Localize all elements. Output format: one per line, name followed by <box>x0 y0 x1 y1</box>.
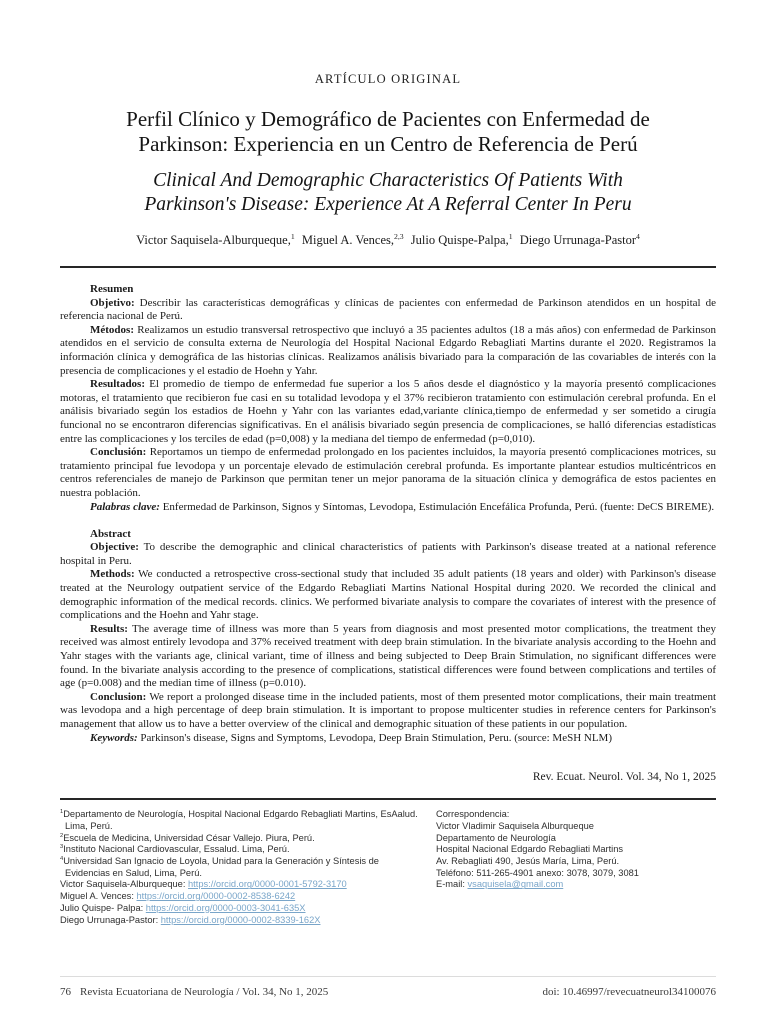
author-name: Victor Saquisela-Alburqueque, <box>136 233 291 247</box>
footer-left <box>60 986 328 998</box>
footer-page-number: 76 <box>60 986 71 998</box>
author-name: Diego Urrunaga-Pastor <box>519 233 637 247</box>
section-text: El promedio de tiempo de enfermedad fue superior a los 5 años desde el diagnóstico y la mayoría presentó complicaciones motoras, el tratamiento que recibieron fue casi en su totalidad levodopa y el 37% recibieron tratamiento con estimulación cerebral profunda. En el análisis bivariado según los estadios de Hoehn y Yahr con las variantes edad,variante clínica,tiempo de enfermedad y ser sometido a cirugía funcional no se encontraron diferencias significativas. En el análisis bivariado según presencia de complicaciones, se halló diferencias estadísticas entre las complicaciones y los terciles de edad (p=0,008) y la mediana del tiempo de enfermedad (p=0,010). <box>60 378 716 445</box>
affiliation-item <box>60 856 418 879</box>
journal-citation: Rev. Ecuat. Neurol. Vol. 34, No 1, 2025 <box>532 771 716 784</box>
footer-doi: doi: 10.46997/revecuatneurol34100076 <box>542 986 716 998</box>
author-4 <box>520 233 640 247</box>
affiliation-text: Universidad San Ignacio de Loyola, Unidad para la Generación y Síntesis de Evidencias en Salud, Lima, Perú. <box>63 856 379 878</box>
section-label: Objective: <box>90 541 139 554</box>
author-affiliation-superscript: 2,3 <box>393 231 404 241</box>
author-3 <box>411 233 513 247</box>
affiliation-text: Escuela de Medicina, Universidad César Vallejo. Piura, Perú. <box>63 832 315 843</box>
resumen-metodos-paragraph <box>60 324 716 378</box>
section-label: Resultados: <box>90 378 146 391</box>
affiliation-text: Instituto Nacional Cardiovascular, Essalud. Lima, Perú. <box>63 844 290 855</box>
keywords-text: Enfermedad de Parkinson, Signos y Síntomas, Levodopa, Estimulación Encefálica Profunda, Perú. (fuente: DeCS BIREME). <box>159 500 715 513</box>
resumen-conclusion-paragraph <box>60 446 716 500</box>
resumen-objetivo-paragraph <box>60 297 716 324</box>
footnotes-block <box>60 809 716 926</box>
affiliation-item <box>60 844 418 856</box>
keywords-text: Parkinson's disease, Signs and Symptoms, Levodopa, Deep Brain Stimulation, Peru. (source: MeSH NLM) <box>137 731 612 744</box>
author-affiliation-superscript: 1 <box>290 231 295 241</box>
author-name: Miguel A. Vences, <box>301 233 394 247</box>
resumen-section <box>60 283 716 514</box>
orcid-item <box>60 891 418 903</box>
affiliation-text: Departamento de Neurología, Hospital Nacional Edgardo Rebagliati Martins, EsAalud. Lima, Perú. <box>63 809 418 831</box>
author-affiliation-superscript: 1 <box>508 231 513 241</box>
orcid-author-name: Victor Saquisela-Alburqueque: <box>60 879 189 890</box>
orcid-item <box>60 903 418 915</box>
title-spanish: Perfil Clínico y Demográfico de Pacientes con Enfermedad de Parkinson: Experiencia en un Centro de Referencia de Perú <box>126 107 650 156</box>
affiliation-number: 1 <box>60 809 64 816</box>
section-text: Realizamos un estudio transversal retrospectivo que incluyó a 35 pacientes adultos (18 a más años) con enfermedad de Parkinson atendidos en el servicio de consulta externa de Neurología del Hospital Nacional Edgardo Rebagliati Martins durante el 2020. Registramos la información clínica y demográfica de las historias clínicas. Realizamos análisis bivariado para la comparación de las covariables de interés con la presencia de complicaciones y el estadio de Hoehn y Yahr. <box>60 323 716 377</box>
section-label: Methods: <box>90 568 135 581</box>
correspondence-line: Departamento de Neurología <box>436 832 556 843</box>
email-label: E-mail: <box>436 879 468 890</box>
orcid-author-name: Julio Quispe- Palpa: <box>60 902 146 913</box>
section-text: Reportamos un tiempo de enfermedad prolongado en los pacientes incluidos, la mayoría presentó complicaciones motrices, su tratamiento principal fue levodopa y un porcentaje elevado de estimulación cerebral profunda. Es importante plantear estudios multicéntricos en centros referenciales de manejo de Parkinson que permitan tener un mejor panorama de la situación clínica y demográfica de estos pacientes en nuestra población. <box>60 446 716 499</box>
page-footer <box>60 976 716 998</box>
resumen-resultados-paragraph <box>60 378 716 446</box>
abstract-methods-paragraph <box>60 568 716 622</box>
correspondence-line: Av. Rebagliati 490, Jesús María, Lima, Perú. <box>436 856 620 866</box>
affiliation-item <box>60 833 418 845</box>
keywords-label: Palabras clave: <box>90 500 160 513</box>
section-text: We report a prolonged disease time in the included patients, most of them presented motor complications, their main treatment was levodopa and a high percentage of deep brain stimulation. It is important to propose multicenter studies in reference centers for Parkinson's management that allow us to have a better overview of the clinical and demographic situation of these patients in our population. <box>60 690 716 730</box>
correspondence-line: Hospital Nacional Edgardo Rebagliati Martins <box>436 844 624 855</box>
section-text: Describir las características demográficas y clínicas de pacientes con enfermedad de Parkinson atendidos en un hospital de referencia nacional de Perú. <box>60 296 716 323</box>
orcid-link[interactable]: https://orcid.org/0000-0002-8538-6242 <box>136 891 296 902</box>
orcid-author-name: Miguel A. Vences: <box>60 891 137 902</box>
header-divider <box>60 266 716 268</box>
correspondence-line: Victor Vladimir Saquisela Alburqueque <box>436 820 594 831</box>
section-label: Results: <box>90 622 128 635</box>
correspondence-column <box>436 809 716 926</box>
affiliation-number: 2 <box>60 832 64 839</box>
section-text: To describe the demographic and clinical characteristics of patients with Parkinson's disease treated at a national reference hospital in Peru. <box>60 541 716 567</box>
email-link[interactable]: vsaquisela@gmail.com <box>467 879 564 890</box>
section-label: Métodos: <box>90 323 134 336</box>
correspondence-email-line <box>436 879 716 891</box>
author-1 <box>136 233 295 247</box>
title-english: Clinical And Demographic Characteristics Of Patients With Parkinson's Disease: Experience At A Referral Center In Peru <box>144 170 632 215</box>
authors-line <box>60 233 716 248</box>
author-name: Julio Quispe-Palpa, <box>410 233 509 247</box>
orcid-link[interactable]: https://orcid.org/0000-0001-5792-3170 <box>188 879 347 890</box>
author-affiliation-superscript: 4 <box>636 231 640 241</box>
section-text: We conducted a retrospective cross-sectional study that included 35 adult patients (18 years and older) with Parkinson's disease treated at the Neurology outpatient service of the Edgardo Rebagliati Martins National Hospital during 2020. We recorded the clinical and demographic information of the medical records. clinics. We performed bivariate analysis to compare the covariates of interest with the presence of complications and the Hoehn and Yahr stage. <box>60 568 716 622</box>
affiliation-number: 4 <box>60 855 64 862</box>
abstract-objective-paragraph <box>60 541 716 568</box>
abstract-section <box>60 528 716 746</box>
resumen-heading: Resumen <box>90 283 134 295</box>
keywords-label: Keywords: <box>90 731 138 744</box>
orcid-link[interactable]: https://orcid.org/0000-0003-3041-635X <box>145 902 306 913</box>
correspondence-heading: Correspondencia: <box>436 809 510 820</box>
orcid-link[interactable]: https://orcid.org/0000-0002-8339-162X <box>160 914 321 925</box>
section-text: The average time of illness was more than 5 years from diagnosis and most presented motor complications, the treatment they received was almost entirely levodopa and 37% received treatment with deep brain stimulation. In the bivariate analysis according to the Hoehn and Yahr stages with the variants age, clinical variant, time of illness and being subjected to Deep Brain Stimulation, no significant differences were found. In the bivariate analysis according to the presence of complications, statistical differences were found between complications and tertiles of age (p=0.008) and the median time of illness (p=0.010). <box>60 622 716 690</box>
section-label: Conclusion: <box>90 690 147 703</box>
footnotes-divider <box>60 798 716 800</box>
orcid-item <box>60 915 418 927</box>
section-label: Objetivo: <box>90 296 135 309</box>
affiliation-number: 3 <box>60 844 64 851</box>
abstract-heading: Abstract <box>90 527 131 540</box>
author-2 <box>302 233 404 247</box>
footer-journal-name: Revista Ecuatoriana de Neurología / Vol. 34, No 1, 2025 <box>80 986 329 998</box>
affiliation-item <box>60 809 418 832</box>
abstract-conclusion-paragraph <box>60 691 716 732</box>
affiliations-column <box>60 809 418 926</box>
article-type-kicker: ARTÍCULO ORIGINAL <box>314 72 462 86</box>
correspondence-line: Teléfono: 511-265-4901 anexo: 3078, 3079, 3081 <box>436 867 639 878</box>
palabras-clave-paragraph <box>60 501 716 515</box>
orcid-item <box>60 879 418 891</box>
section-label: Conclusión: <box>90 446 147 459</box>
abstract-results-paragraph <box>60 623 716 691</box>
orcid-author-name: Diego Urrunaga-Pastor: <box>60 914 161 925</box>
keywords-paragraph <box>60 732 716 746</box>
